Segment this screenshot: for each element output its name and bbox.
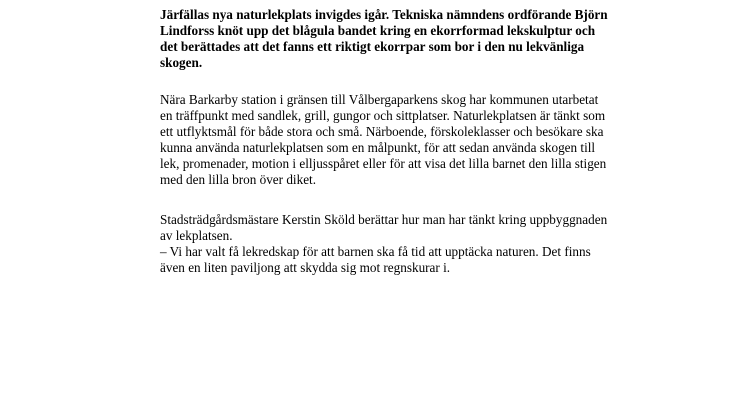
lead-line: Järfällas nya naturlekplats invigdes igår. Tekniska nämndens ordförande Björn xyxy=(160,7,608,22)
lead-paragraph xyxy=(160,0,680,71)
body-paragraph-location xyxy=(160,92,680,188)
body-line: av lekplatsen. xyxy=(160,228,233,243)
lead-line: skogen. xyxy=(160,55,203,70)
quote-line: – Vi har valt få lekredskap för att barnen ska få tid att upptäcka naturen. Det finns xyxy=(160,244,591,259)
quote-line: även en liten paviljong att skydda sig mot regnskurar i. xyxy=(160,260,451,275)
lead-line: det berättades att det fanns ett riktigt ekorrpar som bor i den nu lekvänliga xyxy=(160,39,585,54)
body-line: en träffpunkt med sandlek, grill, gungor och sittplatser. Naturlekplatsen är tänkt som xyxy=(160,108,606,123)
body-line: lek, promenader, motion i elljusspåret eller för att visa det lilla barnet den lilla stigen xyxy=(160,156,607,171)
body-line: ett utflyktsmål för både stora och små. Närboende, förskoleklasser och besökare ska xyxy=(160,124,604,139)
body-line: Nära Barkarby station i gränsen till Vålbergaparkens skog har kommunen utarbetat xyxy=(160,92,599,107)
body-line: med den lilla bron över diket. xyxy=(160,172,317,187)
lead-line: Lindforss knöt upp det blågula bandet kring en ekorrformad lekskulptur och xyxy=(160,23,596,38)
body-line: Stadsträdgårdsmästare Kerstin Sköld berättar hur man har tänkt kring uppbyggnaden xyxy=(160,212,608,227)
body-paragraph-quote xyxy=(160,212,680,276)
body-line: kunna använda naturlekplatsen som en målpunkt, för att sedan använda skogen till xyxy=(160,140,596,155)
